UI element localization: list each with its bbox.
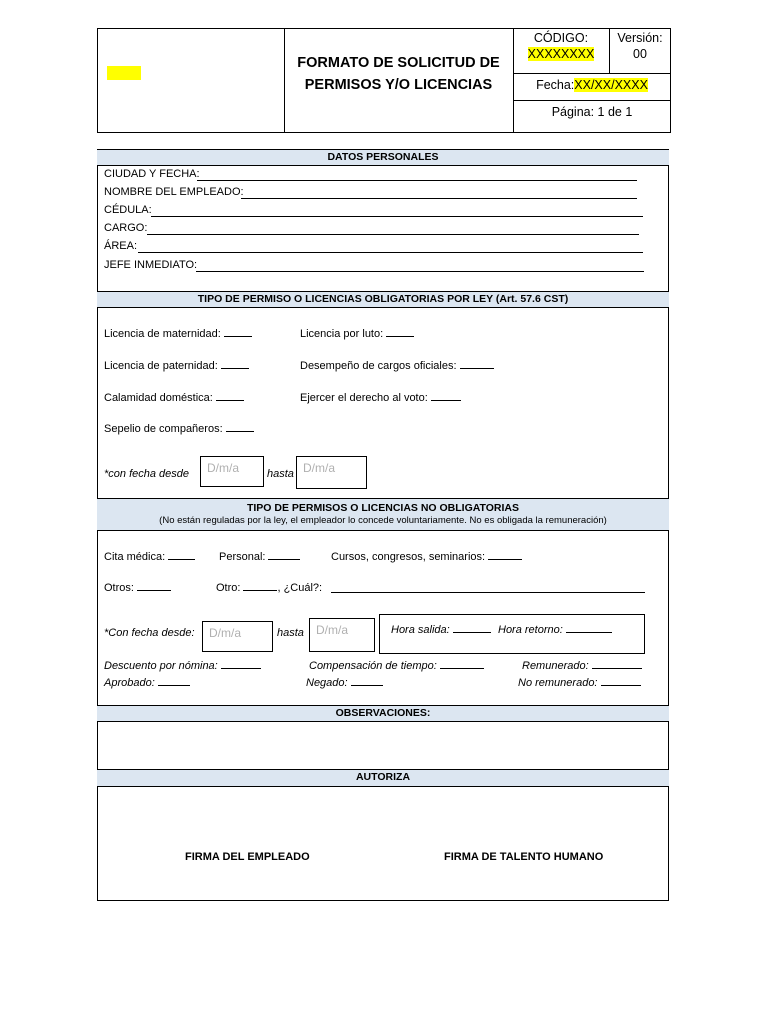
personal-text: Personal: bbox=[219, 551, 266, 563]
area-label: ÁREA: bbox=[104, 240, 138, 252]
luto-field[interactable] bbox=[386, 326, 414, 337]
nombre-label: NOMBRE DEL EMPLEADO: bbox=[104, 186, 244, 198]
compensacion-field[interactable] bbox=[440, 658, 484, 669]
oblig-desde-label: *con fecha desde bbox=[104, 468, 190, 480]
luto-text: Licencia por luto: bbox=[300, 328, 384, 340]
sepelio-text: Sepelio de compañeros: bbox=[104, 423, 223, 435]
no-remunerado-text: No remunerado: bbox=[518, 677, 598, 689]
hora-salida-text: Hora salida: bbox=[391, 624, 450, 636]
area-field[interactable] bbox=[138, 252, 643, 253]
hora-salida-field[interactable] bbox=[453, 622, 491, 633]
firma-talento-humano-label: FIRMA DE TALENTO HUMANO bbox=[444, 851, 604, 863]
cargo-field[interactable] bbox=[147, 234, 639, 235]
oblig-hasta-label: hasta bbox=[267, 468, 294, 480]
firma-empleado-label: FIRMA DEL EMPLEADO bbox=[185, 851, 310, 863]
paternidad-label bbox=[104, 358, 249, 373]
negado-label bbox=[306, 675, 383, 690]
voto-label bbox=[300, 390, 461, 405]
no-remunerado-field[interactable] bbox=[601, 675, 641, 686]
oblig-fecha-desde-input[interactable]: D/m/a bbox=[200, 456, 264, 487]
codigo-value: XXXXXXXX bbox=[527, 47, 595, 61]
personal-label bbox=[219, 549, 300, 564]
negado-field[interactable] bbox=[351, 675, 383, 686]
descuento-text: Descuento por nómina: bbox=[104, 660, 218, 672]
no-oblig-hasta-label: hasta bbox=[277, 627, 304, 639]
aprobado-field[interactable] bbox=[158, 675, 190, 686]
paternidad-field[interactable] bbox=[221, 358, 249, 369]
cual-field[interactable] bbox=[331, 592, 645, 593]
codigo-cell bbox=[513, 30, 609, 62]
oblig-fecha-hasta-input[interactable]: D/m/a bbox=[296, 456, 367, 489]
title-line-2: PERMISOS Y/O LICENCIAS bbox=[304, 77, 493, 93]
otros-label bbox=[104, 580, 171, 595]
jefe-label: JEFE INMEDIATO: bbox=[104, 259, 198, 271]
sepelio-field[interactable] bbox=[226, 421, 254, 432]
otro-text: Otro: bbox=[216, 582, 241, 594]
maternidad-text: Licencia de maternidad: bbox=[104, 328, 221, 340]
section-obligatorias: TIPO DE PERMISO O LICENCIAS OBLIGATORIAS POR LEY (Art. 57.6 CST) bbox=[97, 291, 669, 308]
document-title bbox=[284, 52, 513, 96]
header-divider bbox=[513, 100, 671, 101]
section-observaciones: OBSERVACIONES: bbox=[97, 705, 669, 722]
remunerado-label bbox=[522, 658, 642, 673]
luto-label bbox=[300, 326, 414, 341]
otro-label bbox=[216, 580, 322, 595]
cedula-label: CÉDULA: bbox=[104, 204, 152, 216]
fecha-cell bbox=[513, 77, 671, 93]
cursos-field[interactable] bbox=[488, 549, 522, 560]
calamidad-text: Calamidad doméstica: bbox=[104, 392, 213, 404]
aprobado-text: Aprobado: bbox=[104, 677, 155, 689]
codigo-label: CÓDIGO: bbox=[533, 31, 589, 45]
header-divider bbox=[513, 73, 671, 74]
section-datos-personales: DATOS PERSONALES bbox=[97, 149, 669, 166]
cita-text: Cita médica: bbox=[104, 551, 166, 563]
descuento-label bbox=[104, 658, 261, 673]
cargos-text: Desempeño de cargos oficiales: bbox=[300, 360, 457, 372]
pagina-cell: Página: 1 de 1 bbox=[551, 105, 633, 119]
hora-retorno-label bbox=[498, 622, 612, 637]
remunerado-text: Remunerado: bbox=[522, 660, 589, 672]
descuento-field[interactable] bbox=[221, 658, 261, 669]
ciudad-field[interactable] bbox=[197, 180, 637, 181]
cargo-label: CARGO: bbox=[104, 222, 148, 234]
cursos-text: Cursos, congresos, seminarios: bbox=[331, 551, 486, 563]
otros-field[interactable] bbox=[137, 580, 171, 591]
maternidad-label bbox=[104, 326, 252, 341]
jefe-field[interactable] bbox=[196, 271, 644, 272]
calamidad-label bbox=[104, 390, 244, 405]
cursos-label bbox=[331, 549, 522, 564]
ciudad-label: CIUDAD Y FECHA: bbox=[104, 168, 200, 180]
calamidad-field[interactable] bbox=[216, 390, 244, 401]
nombre-field[interactable] bbox=[241, 198, 637, 199]
personal-field[interactable] bbox=[268, 549, 300, 560]
hora-salida-label bbox=[391, 622, 491, 637]
observaciones-area[interactable] bbox=[98, 722, 668, 769]
no-oblig-subheading: (No están reguladas por la ley, el empleador lo concede voluntariamente. No es obligada la remuneración) bbox=[159, 515, 607, 526]
fecha-label: Fecha: bbox=[536, 78, 575, 92]
voto-text: Ejercer el derecho al voto: bbox=[300, 392, 428, 404]
cita-field[interactable] bbox=[168, 549, 195, 560]
version-label: Versión: bbox=[617, 31, 663, 45]
section-autoriza: AUTORIZA bbox=[97, 769, 669, 787]
no-oblig-fecha-desde-input[interactable]: D/m/a bbox=[202, 621, 273, 652]
sepelio-label bbox=[104, 421, 254, 436]
maternidad-field[interactable] bbox=[224, 326, 252, 337]
version-cell bbox=[609, 30, 671, 62]
voto-field[interactable] bbox=[431, 390, 461, 401]
compensacion-label bbox=[309, 658, 484, 673]
remunerado-field[interactable] bbox=[592, 658, 642, 669]
fecha-value: XX/XX/XXXX bbox=[574, 78, 648, 92]
title-line-1: FORMATO DE SOLICITUD DE bbox=[297, 55, 500, 71]
cedula-field[interactable] bbox=[151, 216, 643, 217]
cual-text: , ¿Cuál?: bbox=[277, 582, 323, 594]
compensacion-text: Compensación de tiempo: bbox=[309, 660, 437, 672]
hora-retorno-text: Hora retorno: bbox=[498, 624, 563, 636]
cita-label bbox=[104, 549, 195, 564]
no-oblig-heading: TIPO DE PERMISOS O LICENCIAS NO OBLIGATORIAS bbox=[246, 502, 520, 514]
cargos-label bbox=[300, 358, 494, 373]
otros-text: Otros: bbox=[104, 582, 134, 594]
no-remunerado-label bbox=[518, 675, 641, 690]
aprobado-label bbox=[104, 675, 190, 690]
no-oblig-fecha-hasta-input[interactable]: D/m/a bbox=[309, 618, 375, 652]
section-no-obligatorias bbox=[97, 498, 669, 531]
company-logo-placeholder bbox=[107, 66, 141, 80]
negado-text: Negado: bbox=[306, 677, 348, 689]
version-value: 00 bbox=[633, 47, 647, 61]
paternidad-text: Licencia de paternidad: bbox=[104, 360, 218, 372]
cargos-field[interactable] bbox=[460, 358, 494, 369]
no-oblig-desde-label: *Con fecha desde: bbox=[104, 627, 195, 639]
hora-retorno-field[interactable] bbox=[566, 622, 612, 633]
otro-field[interactable] bbox=[243, 580, 277, 591]
